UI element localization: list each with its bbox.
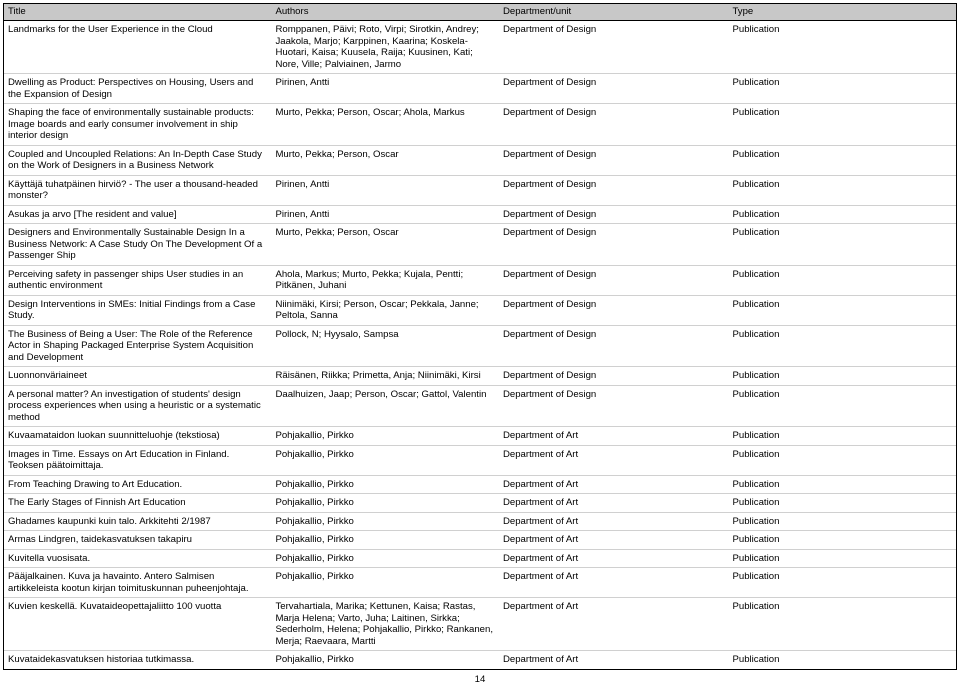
cell-authors: Pohjakallio, Pirkko [275, 497, 354, 508]
cell-title: Dwelling as Product: Perspectives on Housing, Users and the Expansion of Design [8, 77, 254, 100]
cell-authors: Pohjakallio, Pirkko [275, 478, 354, 490]
cell-authors: Pirinen, Antti [275, 77, 330, 88]
cell-department: Department of Design [502, 268, 597, 280]
header-authors: Authors [275, 6, 309, 17]
cell-department: Department of Design [502, 208, 597, 220]
cell-title: Perceiving safety in passenger ships User studies in an authentic environment [8, 268, 244, 291]
cell-authors: Pohjakallio, Pirkko [275, 552, 354, 564]
cell-authors: Pohjakallio, Pirkko [275, 430, 354, 441]
cell-type: Publication [732, 370, 780, 381]
cell-type: Publication [732, 178, 780, 190]
cell-title: The Early Stages of Finnish Art Education [8, 497, 186, 508]
cell-authors: Murto, Pekka; Person, Oscar [275, 227, 399, 238]
cell-title: From Teaching Drawing to Art Education. [8, 478, 183, 490]
cell-type: Publication [732, 77, 780, 88]
cell-title: A personal matter? An investigation of students' design process experiences when using a heuristic or a systematic method [8, 388, 261, 423]
header-type: Type [732, 6, 754, 17]
cell-title: The Business of Being a User: The Role of the Reference Actor in Shaping Packaged Enterprise System Acquisition and Development [8, 328, 254, 363]
cell-type: Publication [732, 515, 780, 527]
cell-type: Publication [732, 24, 780, 35]
table-row [4, 494, 956, 513]
table-row [4, 176, 956, 206]
page-number: 14 [474, 674, 486, 685]
cell-department: Department of Design [502, 24, 597, 35]
table-row [4, 21, 956, 74]
header-department: Department/unit [502, 6, 572, 17]
cell-type: Publication [732, 388, 780, 400]
cell-department: Department of Art [502, 571, 579, 582]
cell-type: Publication [732, 654, 780, 665]
table-row [4, 446, 956, 476]
cell-type: Publication [732, 148, 780, 160]
cell-department: Department of Design [502, 178, 597, 190]
table-row [4, 206, 956, 225]
cell-title: Shaping the face of environmentally sustainable products: Image boards and early consumer involvement in ship interior design [8, 107, 254, 141]
cell-title: Kuvien keskellä. Kuvataideopettajaliitto 100 vuotta [8, 601, 222, 612]
table-row [4, 74, 956, 104]
table-row [4, 104, 956, 146]
cell-type: Publication [732, 227, 780, 238]
cell-type: Publication [732, 298, 780, 310]
cell-type: Publication [732, 571, 780, 582]
cell-type: Publication [732, 478, 780, 490]
cell-department: Department of Art [502, 552, 579, 564]
table-row [4, 146, 956, 176]
cell-title: Armas Lindgren, taidekasvatuksen takapiru [8, 534, 192, 545]
table-row [4, 476, 956, 495]
cell-authors: Pohjakallio, Pirkko [275, 571, 354, 582]
cell-title: Kuvataidekasvatuksen historiaa tutkimassa. [8, 654, 195, 665]
table-row [4, 296, 956, 326]
cell-department: Department of Design [502, 148, 597, 160]
cell-department: Department of Design [502, 388, 597, 400]
cell-department: Department of Art [502, 654, 579, 665]
cell-department: Department of Art [502, 430, 579, 441]
cell-title: Pääjalkainen. Kuva ja havainto. Antero Salmisen artikkeleista kootun kirjan toimituskunnan puheenjohtaja. [8, 571, 249, 594]
cell-title: Coupled and Uncoupled Relations: An In-Depth Case Study on the Work of Designers in a Business Network [8, 148, 262, 171]
table-row [4, 266, 956, 296]
cell-type: Publication [732, 497, 780, 508]
cell-authors: Pirinen, Antti [275, 208, 330, 220]
cell-type: Publication [732, 430, 780, 441]
cell-authors: Tervahartiala, Marika; Kettunen, Kaisa; Rastas, Marja Helena; Varto, Juha; Laitinen, Sirkka; Sederholm, Helena; Pohjakallio, Pirkko; Rankanen, Merja; Raevaara, Martti [275, 601, 494, 647]
cell-department: Department of Design [502, 298, 597, 310]
cell-title: Luonnonväriaineet [8, 370, 87, 381]
cell-authors: Romppanen, Päivi; Roto, Virpi; Sirotkin, Andrey; Jaakola, Marjo; Karppinen, Kaarina; Koskela-Huotari, Kaisa; Kuusela, Raija; Kuusinen, Kati; Nore, Ville; Palviainen, Jarmo [275, 24, 479, 70]
cell-title: Landmarks for the User Experience in the Cloud [8, 24, 213, 35]
cell-type: Publication [732, 534, 780, 545]
cell-title: Images in Time. Essays on Art Education in Finland. Teoksen päätoimittaja. [8, 448, 230, 471]
cell-department: Department of Art [502, 497, 579, 508]
table-row [4, 550, 956, 569]
table-row [4, 386, 956, 428]
cell-title: Ghadames kaupunki kuin talo. Arkkitehti 2/1987 [8, 515, 211, 527]
table-row [4, 367, 956, 386]
table-row [4, 326, 956, 368]
table-row [4, 598, 956, 651]
cell-authors: Pohjakallio, Pirkko [275, 448, 354, 460]
cell-type: Publication [732, 268, 780, 280]
table-row [4, 531, 956, 550]
table-row [4, 513, 956, 532]
cell-department: Department of Design [502, 227, 597, 238]
cell-title: Asukas ja arvo [The resident and value] [8, 208, 177, 220]
cell-authors: Pohjakallio, Pirkko [275, 654, 354, 665]
table-body [4, 21, 956, 669]
cell-department: Department of Art [502, 515, 579, 527]
cell-authors: Daalhuizen, Jaap; Person, Oscar; Gattol, Valentin [275, 388, 487, 400]
cell-authors: Ahola, Markus; Murto, Pekka; Kujala, Pentti; Pitkänen, Juhani [275, 268, 464, 291]
cell-authors: Niinimäki, Kirsi; Person, Oscar; Pekkala, Janne; Peltola, Sanna [275, 298, 479, 321]
cell-department: Department of Design [502, 107, 597, 118]
publications-table [3, 3, 957, 670]
cell-title: Kuvitella vuosisata. [8, 552, 91, 564]
cell-type: Publication [732, 208, 780, 220]
cell-department: Department of Art [502, 478, 579, 490]
cell-department: Department of Art [502, 534, 579, 545]
cell-department: Department of Design [502, 370, 597, 381]
cell-authors: Murto, Pekka; Person, Oscar; Ahola, Markus [275, 107, 465, 118]
cell-type: Publication [732, 328, 780, 340]
cell-authors: Pohjakallio, Pirkko [275, 515, 354, 527]
cell-type: Publication [732, 601, 780, 612]
cell-type: Publication [732, 448, 780, 460]
cell-type: Publication [732, 552, 780, 564]
cell-title: Design Interventions in SMEs: Initial Findings from a Case Study. [8, 298, 256, 321]
header-title: Title [8, 6, 26, 17]
cell-title: Käyttäjä tuhatpäinen hirviö? - The user a thousand-headed monster? [8, 178, 258, 201]
cell-title: Designers and Environmentally Sustainable Design In a Business Network: A Case Study On The Development Of a Passenger Ship [8, 227, 263, 261]
table-row [4, 427, 956, 446]
cell-title: Kuvaamataidon luokan suunnitteluohje (tekstiosa) [8, 430, 220, 441]
cell-department: Department of Art [502, 601, 579, 612]
cell-department: Department of Art [502, 448, 579, 460]
table-header [4, 4, 956, 21]
cell-type: Publication [732, 107, 780, 118]
cell-authors: Pollock, N; Hyysalo, Sampsa [275, 328, 399, 340]
table-row [4, 568, 956, 598]
table-row [4, 651, 956, 669]
cell-authors: Pirinen, Antti [275, 178, 330, 190]
table-row [4, 224, 956, 266]
cell-department: Department of Design [502, 77, 597, 88]
cell-department: Department of Design [502, 328, 597, 340]
cell-authors: Pohjakallio, Pirkko [275, 534, 354, 545]
cell-authors: Murto, Pekka; Person, Oscar [275, 148, 399, 160]
cell-authors: Räisänen, Riikka; Primetta, Anja; Niinimäki, Kirsi [275, 370, 481, 381]
